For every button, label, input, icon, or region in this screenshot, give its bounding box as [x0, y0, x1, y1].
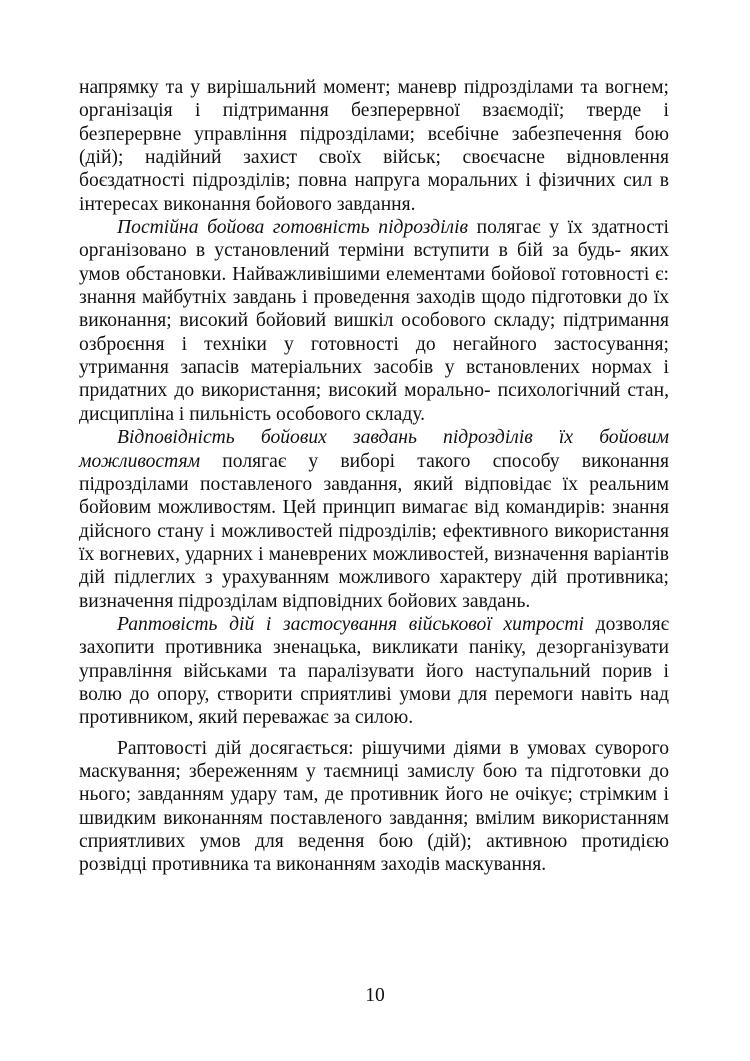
paragraph-4-text: дозволяє захопити противника зненацька, викликати паніку, дезорганізувати управління військами та паралізувати його наступальний порив і волю до опору, створити сприятливі умови для перемоги навіть над противником, який переважає за силою. [79, 613, 669, 729]
paragraph-2-text: полягає у їх здатності організовано в установлений терміни вступити в бій за будь- яких умов обстановки. Найважливішими елементами бойової готовності є: знання майбутніх завдань і проведення заходів щодо підготовки до їх виконання; високий бойовий вишкіл особового складу; підтримання озброєння і техніки у готовності до негайного застосування; утримання запасів матеріальних засобів у встановлених нормах і придатних до використання; високий морально- психологічний стан, дисципліна і пильність особового складу. [79, 217, 670, 425]
paragraph-1-text: напрямку та у вирішальний момент; маневр підрозділами та вогнем; організація і підтримання безперервної взаємодії; тверде і безперервне управління підрозділами; всебічне забезпечення бою (дій); надійний захист своїх військ; своєчасне відновлення боєздатності підрозділів; повна напруга моральних і фізичних сил в інтересах виконання бойового завдання. [79, 77, 669, 215]
page-body [79, 76, 669, 877]
paragraph-4 [79, 613, 669, 730]
paragraph-5 [79, 737, 669, 877]
paragraph-4-italic-lead: Раптовість дій і застосування військової хитрості [117, 613, 584, 635]
paragraph-1 [79, 76, 669, 216]
paragraph-2-italic-lead: Постійна бойова готовність підрозділів [117, 217, 469, 239]
paragraph-3 [79, 426, 669, 613]
paragraph-5-text: Раптовості дій досягається: рішучими діями в умовах суворого маскування; збереженням у таємниці замислу бою та підготовки до нього; завданням удару там, де противник його не очікує; стрімким і швидким виконанням поставленого завдання; вмілим використанням сприятливих умов для ведення бою (дій); активною протидією розвідці противника та виконанням заходів маскування. [79, 737, 669, 876]
paragraph-2 [79, 216, 669, 426]
paragraph-3-italic-lead: Відповідність бойових завдань підрозділів їх бойовим можливостям [79, 427, 669, 472]
page-number: 10 [365, 985, 385, 1006]
paragraph-3-text: полягає у виборі такого способу виконання підрозділами поставленого завдання, який відповідає їх реальним бойовим можливостям. Цей принцип вимагає від командирів: знання дійсного стану і можливостей підрозділів; ефективного використання їх вогневих, ударних і маневрених можливостей, визначення варіантів дій підлеглих з урахуванням можливого характеру дій противника; визначення підрозділам відповідних бойових завдань. [79, 450, 669, 612]
